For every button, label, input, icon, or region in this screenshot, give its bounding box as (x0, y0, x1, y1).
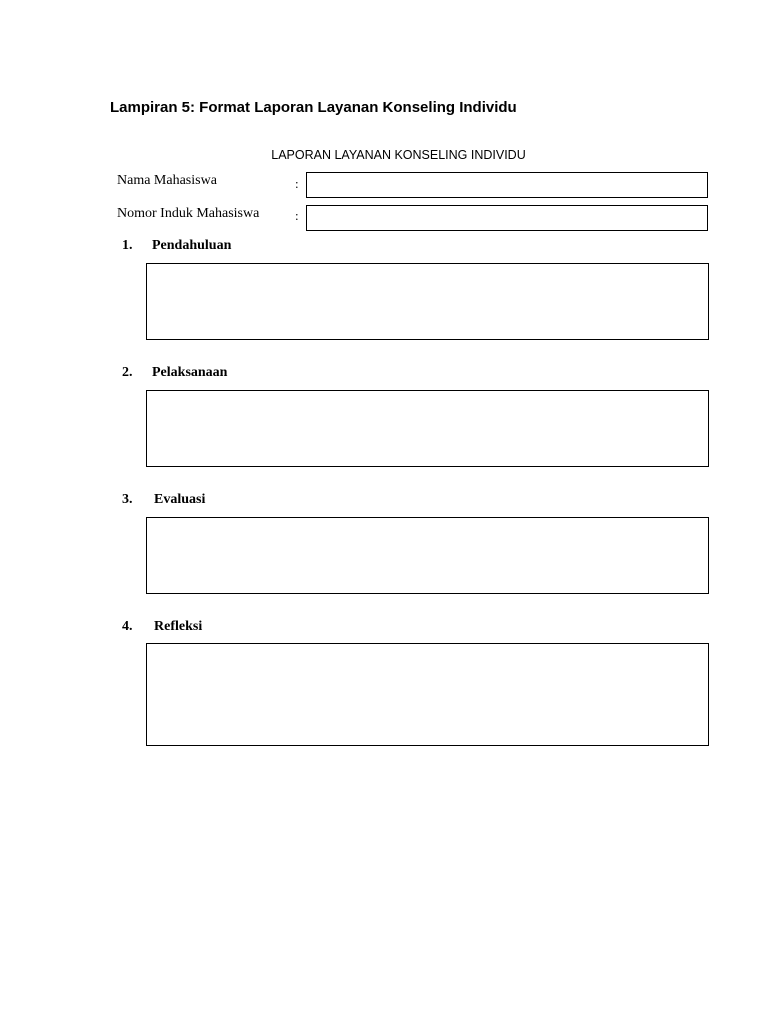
nama-mahasiswa-field[interactable] (306, 172, 708, 198)
section-title-evaluasi: Evaluasi (154, 492, 206, 507)
nomor-induk-mahasiswa-colon: : (295, 208, 299, 223)
nama-mahasiswa-colon: : (295, 176, 299, 191)
section-number: 3. (122, 492, 133, 507)
nomor-induk-mahasiswa-label: Nomor Induk Mahasiswa (117, 206, 260, 221)
nama-mahasiswa-label: Nama Mahasiswa (117, 173, 217, 188)
refleksi-textbox[interactable] (146, 643, 709, 746)
section-title-pendahuluan: Pendahuluan (152, 238, 232, 253)
evaluasi-textbox[interactable] (146, 517, 709, 594)
section-number: 1. (122, 238, 133, 253)
pelaksanaan-textbox[interactable] (146, 390, 709, 467)
nomor-induk-mahasiswa-field[interactable] (306, 205, 708, 231)
section-title-pelaksanaan: Pelaksanaan (152, 365, 228, 380)
section-number: 4. (122, 619, 133, 634)
report-title: LAPORAN LAYANAN KONSELING INDIVIDU (271, 148, 526, 162)
section-number: 2. (122, 365, 133, 380)
pendahuluan-textbox[interactable] (146, 263, 709, 340)
document-heading: Lampiran 5: Format Laporan Layanan Konseling Individu (110, 99, 517, 116)
section-title-refleksi: Refleksi (154, 619, 203, 634)
